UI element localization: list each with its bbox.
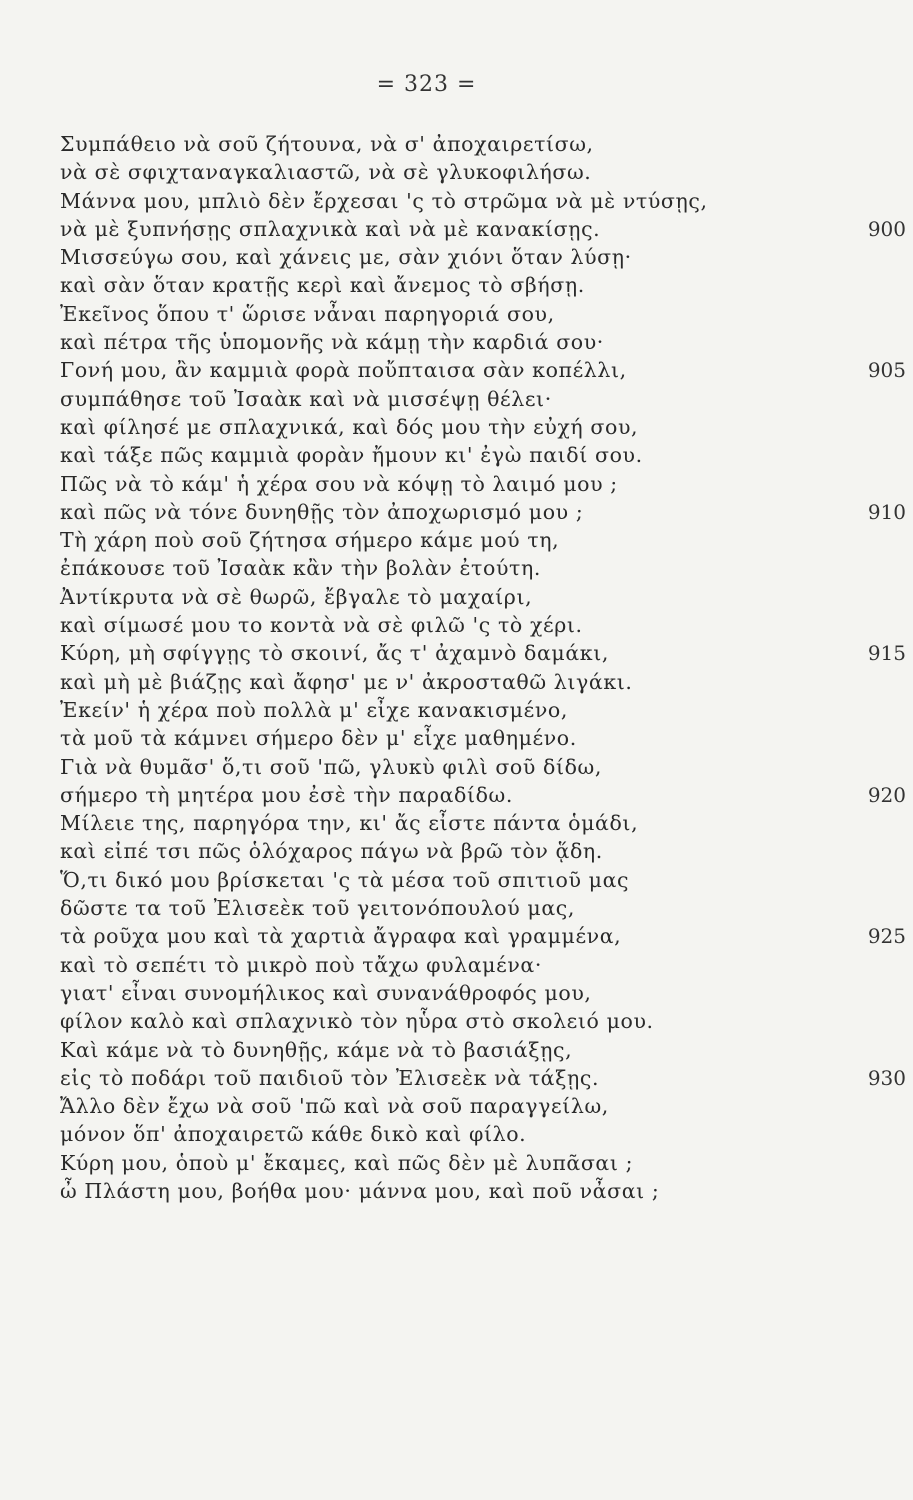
verse-text: Ἀντίκρυτα νὰ σὲ θωρῶ, ἔβγαλε τὸ μαχαίρι, bbox=[60, 584, 533, 609]
verse-text: φίλον καλὸ καὶ σπλαχνικὸ τὸν ηὗρα στὸ σκολειό μου. bbox=[60, 1009, 654, 1034]
verse-text: Κύρη, μὴ σφίγγῃς τὸ σκοινί, ἄς τ' ἀχαμνὸ δαμάκι, bbox=[60, 641, 609, 666]
verse-line bbox=[60, 1120, 850, 1148]
verse-line bbox=[60, 809, 850, 837]
verse-text: Συμπάθειο νὰ σοῦ ζήτουνα, νὰ σ' ἀποχαιρετίσω, bbox=[60, 132, 594, 156]
verse-text: καὶ πῶς νὰ τόνε δυνηθῇς τὸν ἀποχωρισμό μου ; bbox=[60, 499, 584, 524]
verse-line bbox=[60, 611, 850, 639]
verse-line bbox=[60, 470, 850, 498]
verse-text: καὶ πέτρα τῆς ὑπομονῆς νὰ κάμῃ τὴν καρδιά σου· bbox=[60, 330, 604, 355]
verse-text: Μάννα μου, μπλιὸ δὲν ἔρχεσαι 'ς τὸ στρῶμα νὰ μὲ ντύσῃς, bbox=[60, 188, 708, 213]
verse-line bbox=[60, 300, 850, 328]
verse-line bbox=[60, 385, 850, 413]
verse-line bbox=[60, 526, 850, 554]
verse-text: Τὴ χάρη ποὺ σοῦ ζήτησα σήμερο κάμε μού τη, bbox=[60, 528, 560, 553]
verse-text: καὶ φίλησέ με σπλαχνικά, καὶ δός μου τὴν εὐχή σου, bbox=[60, 414, 639, 439]
verse-line bbox=[60, 328, 850, 356]
poem-text bbox=[60, 130, 906, 1205]
verse-text: καὶ σὰν ὅταν κρατῇς κερὶ καὶ ἄνεμος τὸ σβήσῃ. bbox=[60, 273, 585, 298]
verse-text: Πῶς νὰ τὸ κάμ' ἡ χέρα σου νὰ κόψῃ τὸ λαιμό μου ; bbox=[60, 471, 618, 496]
verse-text: καὶ μὴ μὲ βιάζῃς καὶ ἄφησ' με ν' ἀκροσταθῶ λιγάκι. bbox=[60, 669, 633, 694]
verse-line bbox=[60, 724, 850, 752]
verse-text: σήμερο τὴ μητέρα μου ἐσὲ τὴν παραδίδω. bbox=[60, 782, 513, 807]
line-number: 910 bbox=[867, 499, 906, 524]
verse-line bbox=[60, 696, 850, 724]
line-number: 900 bbox=[867, 216, 906, 241]
verse-text: τὰ μοῦ τὰ κάμνει σήμερο δὲν μ' εἶχε μαθημένο. bbox=[60, 726, 577, 751]
verse-line bbox=[60, 130, 850, 158]
verse-text: γιατ' εἶναι συνομήλικος καὶ συνανάθροφός μου, bbox=[60, 980, 592, 1005]
verse-text: Ἐκείν' ἡ χέρα ποὺ πολλὰ μ' εἶχε κανακισμένο, bbox=[60, 697, 568, 722]
verse-line bbox=[60, 781, 906, 809]
verse-line bbox=[60, 1064, 906, 1092]
line-number: 925 bbox=[867, 924, 906, 949]
verse-line bbox=[60, 753, 850, 781]
verse-line bbox=[60, 922, 906, 950]
verse-text: Γιὰ νὰ θυμᾶσ' ὅ,τι σοῦ 'πῶ, γλυκὺ φιλὶ σοῦ δίδω, bbox=[60, 754, 602, 779]
verse-line bbox=[60, 1177, 850, 1205]
verse-text: εἰς τὸ ποδάρι τοῦ παιδιοῦ τὸν Ἐλισεὲκ νὰ τάξῃς. bbox=[60, 1065, 600, 1090]
page-number: = 323 = bbox=[376, 72, 477, 97]
verse-text: καὶ τὸ σεπέτι τὸ μικρὸ ποὺ τἄχω φυλαμένα· bbox=[60, 952, 542, 977]
verse-text: δῶστε τα τοῦ Ἐλισεὲκ τοῦ γειτονόπουλού μας, bbox=[60, 896, 575, 921]
verse-line bbox=[60, 215, 906, 243]
verse-line bbox=[60, 498, 906, 526]
verse-text: μόνον ὅπ' ἀποχαιρετῶ κάθε δικὸ καὶ φίλο. bbox=[60, 1122, 527, 1147]
verse-text: ἐπάκουσε τοῦ Ἰσαὰκ κἂν τὴν βολὰν ἐτούτη. bbox=[60, 556, 541, 581]
verse-line bbox=[60, 554, 850, 582]
verse-line bbox=[60, 894, 850, 922]
verse-text: νὰ σὲ σφιχταναγκαλιαστῶ, νὰ σὲ γλυκοφιλήσω. bbox=[60, 160, 592, 185]
verse-text: νὰ μὲ ξυπνήσῃς σπλαχνικὰ καὶ νὰ μὲ κανακίσῃς. bbox=[60, 216, 601, 241]
verse-line bbox=[60, 668, 850, 696]
verse-line bbox=[60, 837, 850, 865]
verse-text: τὰ ροῦχα μου καὶ τὰ χαρτιὰ ἄγραφα καὶ γραμμένα, bbox=[60, 924, 622, 949]
verse-line bbox=[60, 158, 850, 186]
verse-text: Κύρη μου, ὁποὺ μ' ἔκαμες, καὶ πῶς δὲν μὲ λυπᾶσαι ; bbox=[60, 1150, 634, 1175]
line-number: 905 bbox=[867, 358, 906, 383]
line-number: 920 bbox=[867, 782, 906, 807]
verse-text: Ἄλλο δὲν ἔχω νὰ σοῦ 'πῶ καὶ νὰ σοῦ παραγγείλω, bbox=[60, 1094, 609, 1119]
verse-line bbox=[60, 1007, 850, 1035]
line-number: 930 bbox=[867, 1065, 906, 1090]
verse-line bbox=[60, 1092, 850, 1120]
verse-text: Καὶ κάμε νὰ τὸ δυνηθῇς, κάμε νὰ τὸ βασιάξῃς, bbox=[60, 1037, 573, 1062]
verse-line bbox=[60, 187, 850, 215]
verse-text: καὶ τάξε πῶς καμμιὰ φορὰν ἤμουν κι' ἐγὼ παιδί σου. bbox=[60, 443, 643, 468]
verse-line bbox=[60, 441, 850, 469]
verse-line bbox=[60, 243, 850, 271]
verse-line bbox=[60, 583, 850, 611]
verse-line bbox=[60, 1036, 850, 1064]
verse-text: Μίλειε της, παρηγόρα την, κι' ἄς εἶστε πάντα ὁμάδι, bbox=[60, 811, 639, 836]
verse-text: Ὅ,τι δικό μου βρίσκεται 'ς τὰ μέσα τοῦ σπιτιοῦ μας bbox=[60, 867, 630, 892]
verse-text: Μισσεύγω σου, καὶ χάνεις με, σὰν χιόνι ὅταν λύσῃ· bbox=[60, 245, 632, 270]
verse-text: ὦ Πλάστη μου, βοήθα μου· μάννα μου, καὶ ποῦ νἆσαι ; bbox=[60, 1178, 660, 1203]
verse-text: Ἐκεῖνος ὅπου τ' ὥρισε νἆναι παρηγοριά σου, bbox=[60, 301, 555, 326]
verse-line bbox=[60, 413, 850, 441]
verse-line bbox=[60, 866, 850, 894]
verse-line bbox=[60, 979, 850, 1007]
verse-text: καὶ εἰπέ τσι πῶς ὁλόχαρος πάγω νὰ βρῶ τὸν ᾅδη. bbox=[60, 839, 603, 864]
verse-text: Γονή μου, ἂν καμμιὰ φορὰ ποὔπταισα σὰν κοπέλλι, bbox=[60, 358, 627, 383]
verse-line bbox=[60, 1149, 850, 1177]
verse-line bbox=[60, 951, 850, 979]
verse-line bbox=[60, 271, 850, 299]
verse-line bbox=[60, 639, 906, 667]
verse-text: συμπάθησε τοῦ Ἰσαὰκ καὶ νὰ μισσέψῃ θέλει· bbox=[60, 386, 552, 411]
line-number: 915 bbox=[867, 641, 906, 666]
verse-line bbox=[60, 356, 906, 384]
verse-text: καὶ σίμωσέ μου το κοντὰ νὰ σὲ φιλῶ 'ς τὸ χέρι. bbox=[60, 613, 583, 638]
